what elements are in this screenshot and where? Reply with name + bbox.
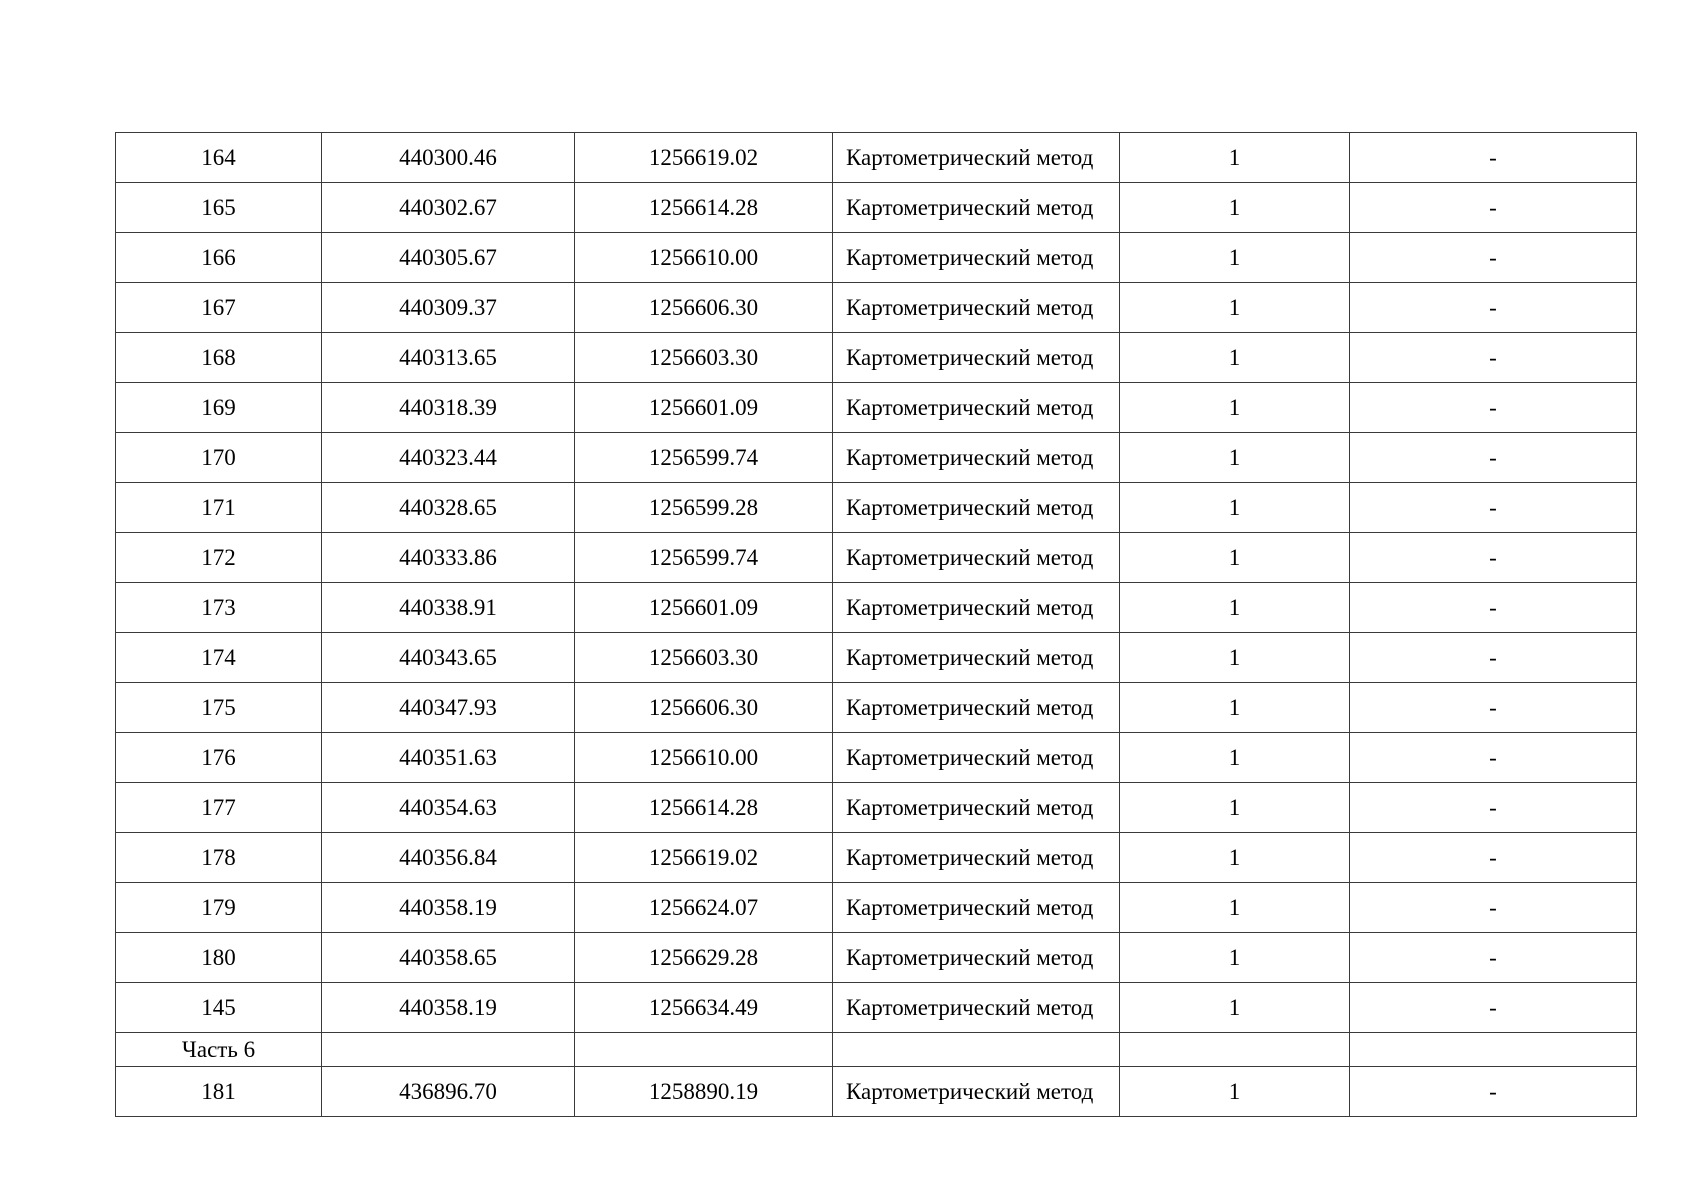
method-cell: Картометрический метод [833,1067,1120,1117]
accuracy-cell: 1 [1120,533,1350,583]
accuracy-cell: 1 [1120,683,1350,733]
table-row [116,483,1637,533]
empty-cell [833,1033,1120,1067]
table-row [116,333,1637,383]
method-cell: Картометрический метод [833,633,1120,683]
table-row [116,183,1637,233]
point-number-cell: 171 [116,483,322,533]
point-number-cell: 174 [116,633,322,683]
point-number-cell: 176 [116,733,322,783]
method-cell: Картометрический метод [833,483,1120,533]
x-coordinate-cell: 440358.19 [322,983,575,1033]
y-coordinate-cell: 1258890.19 [575,1067,833,1117]
method-cell: Картометрический метод [833,133,1120,183]
table-body [116,133,1637,1117]
table-row [116,133,1637,183]
x-coordinate-cell: 440323.44 [322,433,575,483]
method-cell: Картометрический метод [833,883,1120,933]
point-number-cell: 173 [116,583,322,633]
table-row [116,633,1637,683]
accuracy-cell: 1 [1120,483,1350,533]
accuracy-cell: 1 [1120,983,1350,1033]
point-number-cell: 168 [116,333,322,383]
point-number-cell: 177 [116,783,322,833]
coordinates-table [115,132,1637,1117]
method-cell: Картометрический метод [833,783,1120,833]
y-coordinate-cell: 1256599.74 [575,533,833,583]
method-cell: Картометрический метод [833,683,1120,733]
note-cell: - [1350,733,1637,783]
x-coordinate-cell: 440358.19 [322,883,575,933]
empty-cell [1350,1033,1637,1067]
table-row [116,433,1637,483]
x-coordinate-cell: 440351.63 [322,733,575,783]
y-coordinate-cell: 1256599.74 [575,433,833,483]
point-number-cell: 180 [116,933,322,983]
y-coordinate-cell: 1256624.07 [575,883,833,933]
empty-cell [575,1033,833,1067]
method-cell: Картометрический метод [833,383,1120,433]
note-cell: - [1350,483,1637,533]
section-row [116,1033,1637,1067]
accuracy-cell: 1 [1120,333,1350,383]
y-coordinate-cell: 1256619.02 [575,133,833,183]
point-number-cell: 166 [116,233,322,283]
method-cell: Картометрический метод [833,183,1120,233]
note-cell: - [1350,883,1637,933]
accuracy-cell: 1 [1120,1067,1350,1117]
y-coordinate-cell: 1256606.30 [575,283,833,333]
method-cell: Картометрический метод [833,833,1120,883]
empty-cell [1120,1033,1350,1067]
method-cell: Картометрический метод [833,333,1120,383]
table-row [116,383,1637,433]
accuracy-cell: 1 [1120,383,1350,433]
empty-cell [322,1033,575,1067]
point-number-cell: 178 [116,833,322,883]
x-coordinate-cell: 440309.37 [322,283,575,333]
accuracy-cell: 1 [1120,933,1350,983]
accuracy-cell: 1 [1120,883,1350,933]
y-coordinate-cell: 1256601.09 [575,583,833,633]
table-row [116,883,1637,933]
table-row [116,783,1637,833]
method-cell: Картометрический метод [833,983,1120,1033]
method-cell: Картометрический метод [833,583,1120,633]
x-coordinate-cell: 440305.67 [322,233,575,283]
x-coordinate-cell: 440343.65 [322,633,575,683]
note-cell: - [1350,183,1637,233]
point-number-cell: 165 [116,183,322,233]
point-number-cell: 167 [116,283,322,333]
y-coordinate-cell: 1256603.30 [575,633,833,683]
point-number-cell: 181 [116,1067,322,1117]
method-cell: Картометрический метод [833,283,1120,333]
note-cell: - [1350,633,1637,683]
table-row [116,283,1637,333]
point-number-cell: 145 [116,983,322,1033]
accuracy-cell: 1 [1120,783,1350,833]
note-cell: - [1350,433,1637,483]
accuracy-cell: 1 [1120,583,1350,633]
note-cell: - [1350,233,1637,283]
y-coordinate-cell: 1256610.00 [575,233,833,283]
table-row [116,683,1637,733]
x-coordinate-cell: 440338.91 [322,583,575,633]
x-coordinate-cell: 440313.65 [322,333,575,383]
table-row [116,933,1637,983]
note-cell: - [1350,983,1637,1033]
note-cell: - [1350,783,1637,833]
x-coordinate-cell: 440333.86 [322,533,575,583]
section-label: Часть 6 [116,1033,322,1067]
note-cell: - [1350,833,1637,883]
x-coordinate-cell: 440358.65 [322,933,575,983]
note-cell: - [1350,333,1637,383]
note-cell: - [1350,1067,1637,1117]
table-row [116,733,1637,783]
y-coordinate-cell: 1256603.30 [575,333,833,383]
table-row [116,233,1637,283]
x-coordinate-cell: 440302.67 [322,183,575,233]
x-coordinate-cell: 440356.84 [322,833,575,883]
point-number-cell: 175 [116,683,322,733]
y-coordinate-cell: 1256614.28 [575,183,833,233]
accuracy-cell: 1 [1120,283,1350,333]
note-cell: - [1350,133,1637,183]
note-cell: - [1350,933,1637,983]
accuracy-cell: 1 [1120,233,1350,283]
y-coordinate-cell: 1256601.09 [575,383,833,433]
table-row [116,1067,1637,1117]
point-number-cell: 170 [116,433,322,483]
x-coordinate-cell: 440347.93 [322,683,575,733]
point-number-cell: 164 [116,133,322,183]
y-coordinate-cell: 1256614.28 [575,783,833,833]
y-coordinate-cell: 1256619.02 [575,833,833,883]
y-coordinate-cell: 1256606.30 [575,683,833,733]
x-coordinate-cell: 440300.46 [322,133,575,183]
point-number-cell: 179 [116,883,322,933]
point-number-cell: 169 [116,383,322,433]
accuracy-cell: 1 [1120,833,1350,883]
method-cell: Картометрический метод [833,433,1120,483]
accuracy-cell: 1 [1120,133,1350,183]
note-cell: - [1350,533,1637,583]
accuracy-cell: 1 [1120,733,1350,783]
method-cell: Картометрический метод [833,733,1120,783]
table-row [116,833,1637,883]
note-cell: - [1350,383,1637,433]
table-row [116,583,1637,633]
method-cell: Картометрический метод [833,933,1120,983]
point-number-cell: 172 [116,533,322,583]
y-coordinate-cell: 1256634.49 [575,983,833,1033]
note-cell: - [1350,283,1637,333]
accuracy-cell: 1 [1120,183,1350,233]
y-coordinate-cell: 1256629.28 [575,933,833,983]
x-coordinate-cell: 440354.63 [322,783,575,833]
y-coordinate-cell: 1256610.00 [575,733,833,783]
table-row [116,533,1637,583]
y-coordinate-cell: 1256599.28 [575,483,833,533]
accuracy-cell: 1 [1120,433,1350,483]
note-cell: - [1350,583,1637,633]
x-coordinate-cell: 440328.65 [322,483,575,533]
x-coordinate-cell: 440318.39 [322,383,575,433]
table-row [116,983,1637,1033]
method-cell: Картометрический метод [833,233,1120,283]
method-cell: Картометрический метод [833,533,1120,583]
x-coordinate-cell: 436896.70 [322,1067,575,1117]
accuracy-cell: 1 [1120,633,1350,683]
note-cell: - [1350,683,1637,733]
